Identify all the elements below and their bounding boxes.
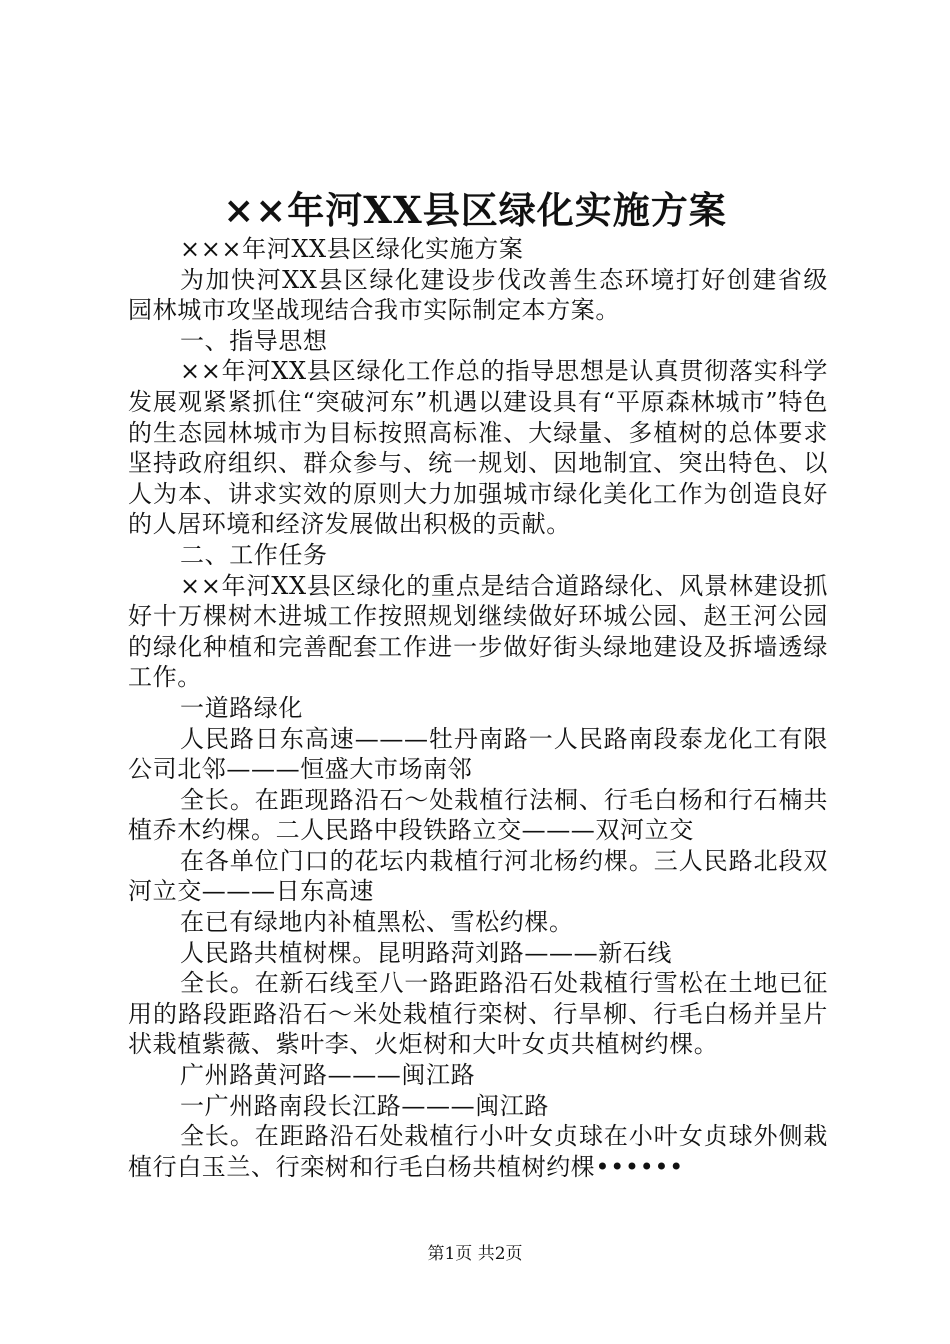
paragraph-renmin-road-length: 全长。在距现路沿石～处栽植行法桐、行毛白杨和行石楠共植乔木约棵。二人民路中段铁路立交———双河立交: [128, 785, 828, 845]
page-number-footer: 第1页 共2页: [427, 1244, 523, 1264]
section-heading-guiding-ideology: 一、指导思想: [180, 326, 328, 355]
paragraph-tasks: ××年河XX县区绿化的重点是结合道路绿化、风景林建设抓好十万棵树木进城工作按照规划继续做好环城公园、赵王河公园的绿化种植和完善配套工作进一步做好街头绿地建设及拆墙透绿工作。: [128, 571, 828, 692]
paragraph-intro: 为加快河XX县区绿化建设步伐改善生态环境打好创建省级园林城市攻坚战现结合我市实际制定本方案。: [128, 265, 828, 325]
paragraph-kunming-road-length: 全长。在新石线至八一路距路沿石处栽植行雪松在土地已征用的路段距路沿石～米处栽植行栾树、行旱柳、行毛白杨并呈片状栽植紫薇、紫叶李、火炬树和大叶女贞共植树约棵。: [128, 969, 828, 1059]
paragraph-subtitle: ×××年河XX县区绿化实施方案: [180, 235, 524, 263]
section-heading-tasks: 二、工作任务: [180, 540, 328, 569]
paragraph-guiding-ideology: ××年河XX县区绿化工作总的指导思想是认真贯彻落实科学发展观紧紧抓住“突破河东”机遇以建设具有“平原森林城市”特色的生态园林城市为目标按照高标准、大绿量、多植树的总体要求坚持政府组织、群众参与、统一规划、因地制宜、突出特色、以人为本、讲求实效的原则大力加强城市绿化美化工作为创造良好的人居环境和经济发展做出积极的贡献。: [128, 357, 828, 539]
document-title: ××年河XX县区绿化实施方案: [223, 188, 727, 232]
subsection-heading-road-greening: 一道路绿化: [180, 693, 303, 722]
document-body: [128, 234, 828, 1182]
paragraph-renmin-road: 人民路日东高速———牡丹南路一人民路南段泰龙化工有限公司北邻———恒盛大市场南邻: [128, 724, 828, 784]
paragraph-renmin-road-middle: 在各单位门口的花坛内栽植行河北杨约棵。三人民路北段双河立交———日东高速: [128, 846, 828, 906]
paragraph-renmin-road-north: 在已有绿地内补植黑松、雪松约棵。: [180, 908, 574, 937]
paragraph-guangzhou-road: 广州路黄河路———闽江路: [180, 1061, 476, 1090]
paragraph-guangzhou-road-south: 一广州路南段长江路———闽江路: [180, 1091, 549, 1120]
paragraph-guangzhou-road-length: 全长。在距路沿石处栽植行小叶女贞球在小叶女贞球外侧栽植行白玉兰、行栾树和行毛白杨共植树约棵••••••: [128, 1122, 828, 1181]
paragraph-kunming-road: 人民路共植树棵。昆明路菏刘路———新石线: [180, 938, 672, 967]
